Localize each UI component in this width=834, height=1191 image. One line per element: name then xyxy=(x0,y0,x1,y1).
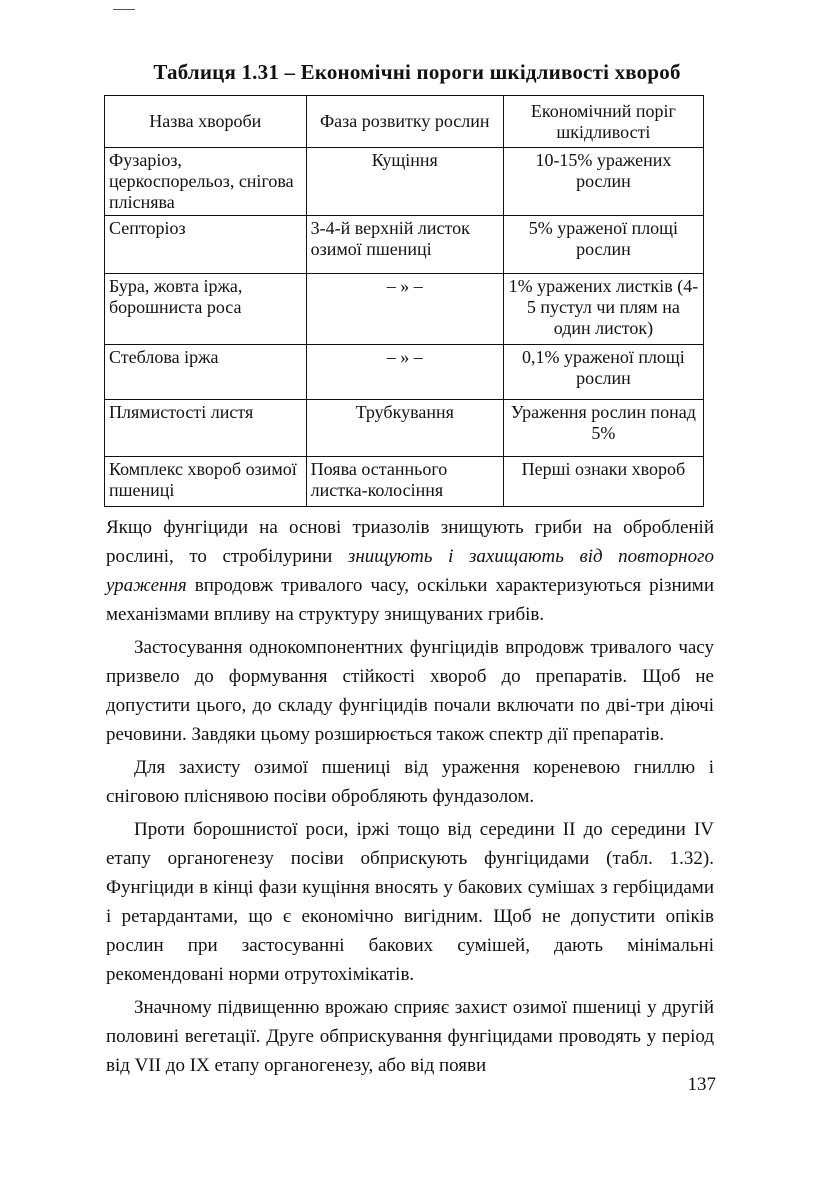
thresholds-table xyxy=(104,95,704,507)
development-phase: Трубкування xyxy=(306,400,503,457)
development-phase: 3-4-й верхній листок озимої пшениці xyxy=(306,216,503,274)
disease-name: Фузаріоз, церкоспорельоз, снігова пліснява xyxy=(105,148,307,216)
table-header-row xyxy=(105,96,704,148)
table-row xyxy=(105,216,704,274)
economic-threshold: 0,1% ураженої площі рослин xyxy=(503,345,703,400)
paragraph-1 xyxy=(106,513,714,629)
disease-name: Септоріоз xyxy=(105,216,307,274)
paragraph-1-italic: знищують і захищають від повторного ураження xyxy=(106,546,714,596)
economic-threshold: Ураження рослин понад 5% xyxy=(503,400,703,457)
disease-name: Плямистості листя xyxy=(105,400,307,457)
table-row xyxy=(105,148,704,216)
body-text xyxy=(106,513,714,1084)
header-threshold: Економічний поріг шкідливості xyxy=(503,96,703,148)
header-phase: Фаза розвитку рослин xyxy=(306,96,503,148)
economic-threshold: 10-15% уражених рослин xyxy=(503,148,703,216)
table-row xyxy=(105,457,704,507)
economic-threshold: Перші ознаки хвороб xyxy=(503,457,703,507)
development-phase: – » – xyxy=(306,274,503,345)
paragraph-1-start: Якщо фунгіциди на основі триазолів знищують гриби на обробленій рослині, то стробілурини xyxy=(106,517,714,567)
paragraph-5: Значному підвищенню врожаю сприяє захист озимої пшениці у другій половині вегетації. Друге обприскування фунгіцидами проводять у період від VII до IX етапу органогенезу, або від появи xyxy=(106,997,714,1076)
table-row xyxy=(105,345,704,400)
disease-name: Стеблова іржа xyxy=(105,345,307,400)
disease-name: Бура, жовта іржа, борошниста роса xyxy=(105,274,307,345)
table-row xyxy=(105,274,704,345)
header-name: Назва хвороби xyxy=(105,96,307,148)
paragraph-4: Проти борошнистої роси, іржі тощо від середини II до середини IV етапу органогенезу посіви обприскують фунгіцидами (табл. 1.32). Фунгіциди в кінці фази кущіння вносять у бакових сумішах з гербіцидами і ретардантами, що є економічно вигідним. Щоб не допустити опіків рослин при застосуванні бакових сумішей, дають мінімальні рекомендовані норми отрутохімікатів. xyxy=(106,819,714,985)
table-caption: Таблиця 1.31 – Економічні пороги шкідливості хвороб xyxy=(153,60,681,84)
development-phase: Кущіння xyxy=(306,148,503,216)
development-phase: – » – xyxy=(306,345,503,400)
page-number: 137 xyxy=(687,1074,716,1095)
table-row xyxy=(105,400,704,457)
top-rule xyxy=(113,9,135,10)
economic-threshold: 1% уражених листків (4-5 пустул чи плям на один листок) xyxy=(503,274,703,345)
development-phase: Поява останнього листка-колосіння xyxy=(306,457,503,507)
paragraph-1-end: впродовж тривалого часу, оскільки характеризуються різними механізмами впливу на структуру знищуваних грибів. xyxy=(106,575,714,625)
economic-threshold: 5% ураженої площі рослин xyxy=(503,216,703,274)
disease-name: Комплекс хвороб озимої пшениці xyxy=(105,457,307,507)
paragraph-3: Для захисту озимої пшениці від ураження кореневою гниллю і сніговою пліснявою посіви обробляють фундазолом. xyxy=(106,757,714,807)
paragraph-2: Застосування однокомпонентних фунгіцидів впродовж тривалого часу призвело до формування стійкості хвороб до препаратів. Щоб не допустити цього, до складу фунгіцидів почали включати по дві-три діючі речовини. Завдяки цьому розширюється також спектр дії препаратів. xyxy=(106,637,714,745)
